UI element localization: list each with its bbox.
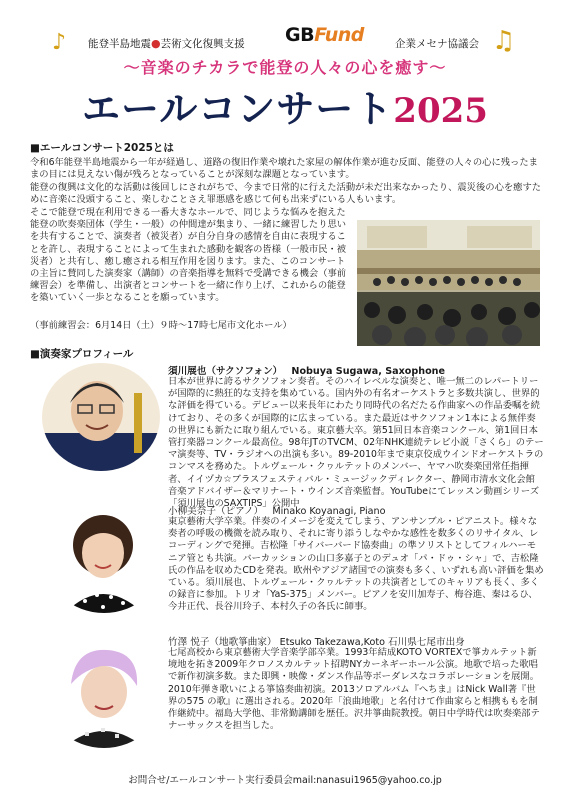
concert-hall-photo — [357, 220, 540, 346]
profiles-heading: ■演奏家プロフィール — [30, 348, 134, 360]
gbfund-logo: GBFund — [285, 24, 364, 46]
about-heading: ■エールコンサート2025とは — [30, 142, 174, 154]
red-dot-icon: ● — [151, 37, 161, 50]
sponsor-left: 能登半島地震 — [88, 38, 151, 50]
music-notes-icon: ♫ — [492, 26, 516, 56]
performer-portrait-takezawa — [45, 640, 163, 748]
subtitle: 〜音楽のチカラで能登の人々の心を癒す〜 — [123, 58, 447, 77]
page-title — [0, 78, 570, 133]
contact-footer: お問合せ/エールコンサート実行委員会mail:nanasui1965@yahoo.co.jp — [128, 775, 442, 786]
title-year: 2025 — [393, 91, 488, 131]
performer-portrait-sugawa — [42, 363, 160, 471]
music-note-icon: ♪ — [52, 30, 67, 55]
practice-info: （事前練習会：6月14日（土）９時〜17時七尾市文化ホール） — [30, 320, 292, 331]
performer-name-takezawa: 竹澤 悦子（地歌箏曲家） Etsuko Takezawa,Koto 石川県七尾市出身 — [168, 637, 465, 648]
performer-name-koyanagi: 小柳美奈子（ピアノ） Minako Koyanagi, Piano — [168, 506, 386, 517]
performer-name-sugawa: 須川展也（サクソフォン） Nobuya Sugawa, Saxophone — [168, 366, 445, 377]
title-main: エールコンサート — [82, 86, 394, 131]
performer-portrait-koyanagi — [45, 505, 163, 613]
sponsor-line — [88, 36, 245, 51]
sponsor-right: 企業メセナ協議会 — [395, 38, 479, 50]
performer-bio-koyanagi: 東京藝術大学卒業。伴奏のイメージを変えてしまう、アンサンブル・ピアニスト。様々な奏者の呼吸の機微を読み取り、それに寄り添うしなやかな感性を数多くのリサイタル、レコーディングで発揮。吉松隆「サイバーバード協奏曲」の準ソリストとしてフィルハーモニア管とも共演。バーカッションの山口多嘉子とのデュオ「パ・ドゥ・シャ」で、吉松隆氏の作品を収めたCDを発表。欧州やアジア諸国での演奏も多く、いずれも高い評価を集めている。須川展也、トルヴェール・クヮルテットの共演者としてのキャリアも長く、多くの録音に参加。トリオ「YaS-375」メンバー。ピアノを安川加寿子、梅谷進、秦はるひ、今井正代、長谷川玲子、本村久子の各氏に師事。 — [168, 516, 544, 613]
performer-bio-sugawa: 日本が世界に誇るサクソフォン奏者。そのハイレベルな演奏と、唯一無二のレパートリーが国際的に熱狂的な支持を集めている。国内外の有名オーケストラと多数共演し、世界的な評価を得ている。デビュー以来長年にわたり同時代の名だたる作曲家への作品委嘱を続けており、その多くが国際的に広まっている。また最近はサクソフォン1本による無伴奏の世界にも新たに取り組んでいる。東京藝大卒。第51回日本音楽コンクール、第1回日本管打楽器コンクール最高位。98年JTのTVCM、02年NHK連続テレビ小説「さくら」のテーマ演奏等、TV・ラジオへの出演も多い。89-2010年まで東京佼成ウインドオーケストラのコンマスを務めた。トルヴェール・クヮルテットのメンバー、ヤマハ吹奏楽団常任指揮者、イイヅカ☆ブラスフェスティバル・ミュージックディレクター、静岡市清水文化会館音楽アドバイザー＆マリナート・ウインズ音楽監督。YouTubeにてレッスン動画シリーズ「須川展也のSAXTIPS」公開中 — [168, 376, 544, 510]
sponsor-mid: 芸術文化復興支援 — [160, 38, 245, 50]
performer-bio-takezawa: 七尾高校から東京藝術大学音楽学部卒業。1993年結成KOTO VORTEXで箏カルテット新境地を拓き2009年クロノスカルテット招聘NYカーネギーホール公演。地歌で培った歌唱で新作初演多数。また即興・映像・ダンス作品等ボーダレスなコラボレーションを展開。2010年弾き歌いによる箏協奏曲初演。2013ソロアルバム『へちま』はNick Wall著『世界の575 の歌』に選出される。2020年「浪曲地歌」と名付けて作曲家らと相携ももを制作継続中。福島大学他、非常勤講師を歴任。沢井箏曲院教授。朝日中学時代は吹奏楽部テナーサックスを担当した。 — [168, 647, 540, 732]
about-para-2: 能登の復興は文化的な活動は後回しにされがちで、今まで日常的に行えた活動が未だ出来なかったり、震災後の心を癒すために音楽に没頭すること、楽しむことさえ罪悪感を感じて何も出来ずにいる人もいます。 — [30, 182, 542, 206]
about-para-1: 令和6年能登半島地震から一年が経過し、道路の復旧作業や壊れた家屋の解体作業が進む反面、能登の人々の心に残ったままの目には見えない傷が残ろとなっていることが深刻な課題となっています。 — [30, 157, 538, 181]
about-para-3: そこで能登で現在利用できる一番大きなホールで、同じような悩みを抱えた能登の吹奏楽団体（学生・一般）の仲間達が集まり、一緒に練習したり思いを共有することで、演奏者（被災者）が自分自身の感情を自由に表現することを許し、表現することによって生まれた感動を観客の皆様（一般市民・被災者）と共有し、癒し癒される相互作用を図ります。また、このコンサートの主旨に賛同した演奏家（講師）の音楽指導を無料で受講できる機会（事前練習会）を準備し、出演者とコンサートを一緒に作り上げ、これからの能登を築いていく一歩となることを願っています。 — [30, 207, 347, 304]
